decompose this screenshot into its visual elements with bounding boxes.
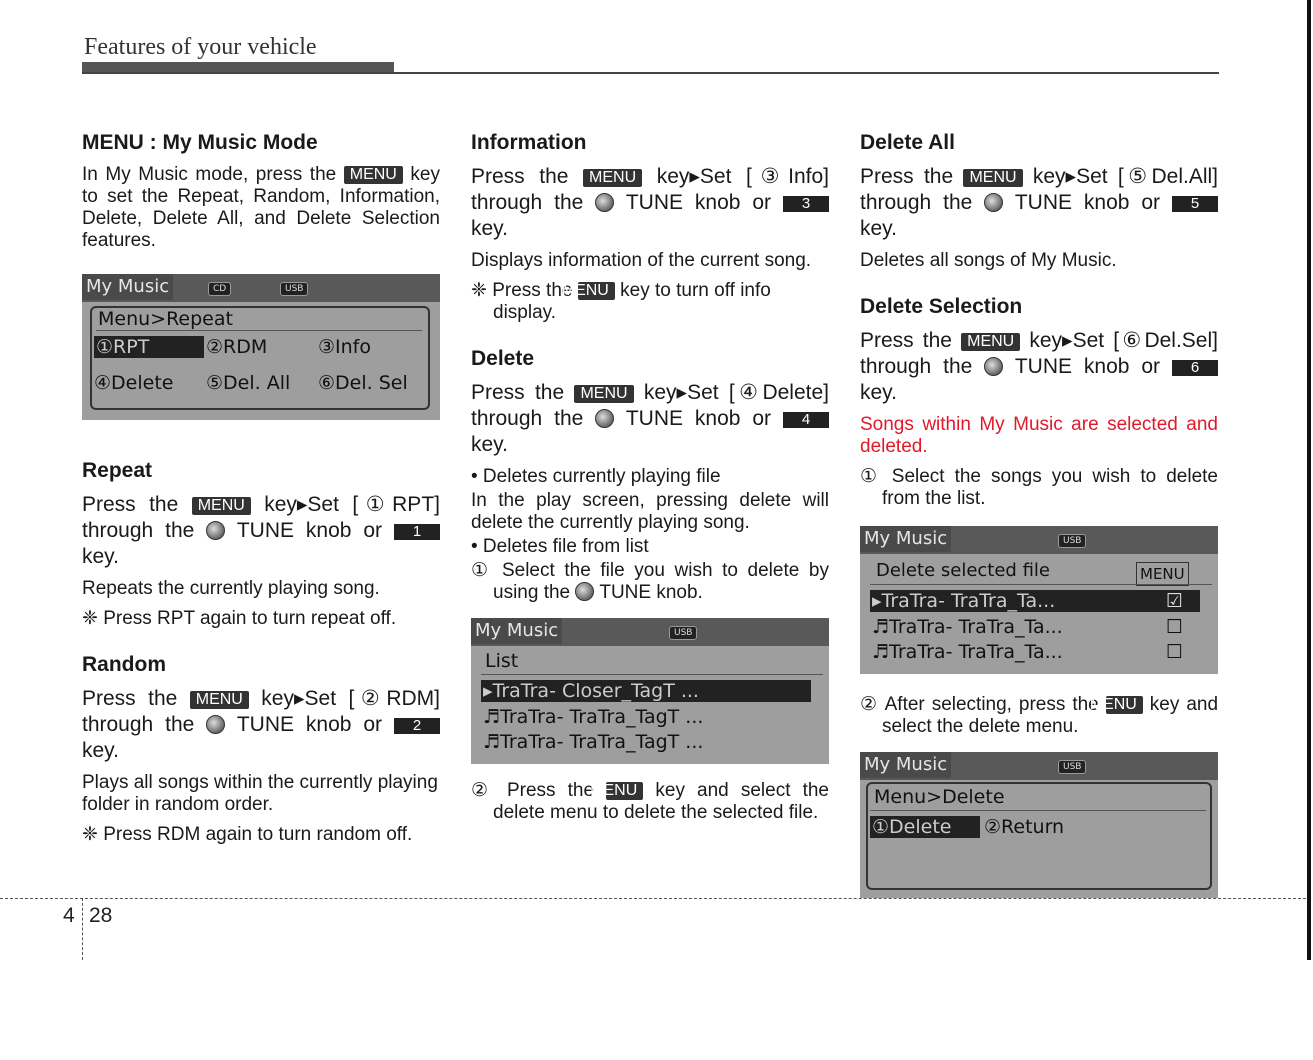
repeat-title: Repeat bbox=[82, 459, 153, 482]
delall-title: Delete All bbox=[860, 131, 955, 154]
page-number: 28 bbox=[89, 904, 113, 927]
delall-description: Deletes all songs of My Music. bbox=[860, 250, 1117, 271]
screen-title: My Music bbox=[471, 618, 562, 644]
info-title: Information bbox=[471, 131, 587, 154]
delete-bullet-2: • Deletes file from list bbox=[471, 536, 649, 557]
page-header-title: Features of your vehicle bbox=[84, 34, 317, 60]
checkbox-icon: ☑ bbox=[1166, 590, 1184, 612]
screen-item-delete: ④Delete bbox=[94, 372, 174, 394]
checkbox-icon: ☐ bbox=[1166, 616, 1184, 638]
delsel-warning: Songs within My Music are selected and deleted. bbox=[860, 414, 1218, 457]
tune-knob-icon bbox=[984, 357, 1003, 376]
usb-badge: USB bbox=[1058, 760, 1086, 774]
delete-step-2: ② Press the MENU key and select the delete menu to delete the selected file. bbox=[471, 780, 829, 823]
screen-list-row: ♬TraTra- TraTra_TagT ... bbox=[483, 706, 704, 728]
cd-badge: CD bbox=[208, 282, 231, 296]
usb-badge: USB bbox=[1058, 534, 1086, 548]
repeat-menu-screen bbox=[82, 274, 440, 420]
screen-menu-badge: MENU bbox=[1136, 562, 1189, 586]
menu-key: MENU bbox=[190, 691, 249, 709]
page-edge bbox=[1307, 0, 1311, 960]
screen-title: My Music bbox=[82, 274, 173, 300]
number-key: 4 bbox=[783, 412, 829, 428]
screen-head-label: Delete selected file bbox=[876, 560, 1050, 581]
repeat-note: ❈ Press RPT again to turn repeat off. bbox=[82, 608, 397, 629]
screen-list-label: List bbox=[485, 650, 519, 672]
screen-menu-label: Menu>Repeat bbox=[98, 308, 233, 330]
screen-menu-label: Menu>Delete bbox=[874, 786, 1005, 808]
delete-confirm-screen bbox=[860, 752, 1218, 898]
tune-knob-icon bbox=[575, 582, 594, 601]
screen-item-delsel: ⑥Del. Sel bbox=[318, 372, 408, 394]
screen-list-row: ♬TraTra- TraTra_TagT ... bbox=[483, 731, 704, 753]
screen-item-info: ③Info bbox=[318, 336, 371, 358]
menu-key: MENU bbox=[606, 782, 643, 800]
random-description: Plays all songs within the currently playing folder in random order. bbox=[82, 772, 438, 815]
screen-item-delall: ⑤Del. All bbox=[206, 372, 291, 394]
number-key: 3 bbox=[783, 196, 829, 212]
repeat-description: Repeats the currently playing song. bbox=[82, 578, 380, 599]
usb-badge: USB bbox=[280, 282, 308, 296]
screen-file-row: ♬TraTra- TraTra_Ta... bbox=[872, 641, 1063, 663]
menu-key: MENU bbox=[574, 385, 633, 403]
delete-title: Delete bbox=[471, 347, 535, 370]
delete-step-1: ① Select the file you wish to delete by using the TUNE knob. bbox=[471, 560, 829, 603]
number-key: 2 bbox=[394, 718, 440, 734]
usb-badge: USB bbox=[669, 626, 697, 640]
tune-knob-icon bbox=[984, 193, 1003, 212]
info-note: ❈ Press the MENU key to turn off info display. bbox=[471, 280, 771, 323]
screen-title: My Music bbox=[860, 752, 951, 778]
tune-knob-icon bbox=[206, 715, 225, 734]
delete-instruction: Press the MENU key▸Set [④Delete] through the TUNE knob or 4 key. bbox=[471, 381, 830, 456]
section-title: MENU : My Music Mode bbox=[82, 131, 318, 154]
repeat-instruction: Press the MENU key▸Set [①RPT] through the TUNE knob or 1 key. bbox=[82, 493, 440, 568]
screen-item-rdm: ②RDM bbox=[206, 336, 268, 358]
delete-bullet-1: • Deletes currently playing file bbox=[471, 466, 721, 487]
screen-file-row: ▸TraTra- TraTra_Ta... bbox=[870, 590, 1200, 612]
delete-list-screen bbox=[471, 618, 829, 764]
tune-knob-icon bbox=[595, 193, 614, 212]
number-key: 5 bbox=[1172, 196, 1218, 212]
screen-title: My Music bbox=[860, 526, 951, 552]
delsel-instruction: Press the MENU key▸Set [⑥Del.Sel] through the TUNE knob or 6 key. bbox=[860, 329, 1218, 404]
menu-key: MENU bbox=[963, 169, 1022, 187]
menu-key: MENU bbox=[1106, 696, 1143, 714]
number-key: 6 bbox=[1172, 360, 1218, 376]
menu-key: MENU bbox=[578, 282, 615, 300]
menu-key: MENU bbox=[961, 333, 1020, 351]
screen-item-rpt: ①RPT bbox=[94, 336, 204, 358]
header-rule bbox=[82, 72, 1219, 74]
info-description: Displays information of the current song. bbox=[471, 250, 812, 271]
tune-knob-icon bbox=[595, 409, 614, 428]
delsel-step-1: ① Select the songs you wish to delete from the list. bbox=[860, 466, 1218, 509]
footer-divider bbox=[82, 898, 83, 960]
delsel-step-2: ② After selecting, press the MENU key and select the delete menu. bbox=[860, 694, 1219, 737]
menu-key: MENU bbox=[583, 169, 642, 187]
delall-instruction: Press the MENU key▸Set [⑤Del.All] through the TUNE knob or 5 key. bbox=[860, 165, 1218, 240]
menu-key: MENU bbox=[192, 497, 251, 515]
screen-file-row: ♬TraTra- TraTra_Ta... bbox=[872, 616, 1063, 638]
delete-bullet-1-desc: In the play screen, pressing delete will delete the currently playing song. bbox=[471, 490, 829, 533]
menu-key: MENU bbox=[344, 166, 403, 184]
screen-option-delete: ①Delete bbox=[870, 816, 980, 838]
intro-paragraph: In My Music mode, press the MENU key to set the Repeat, Random, Information, Delete, Delete All, and Delete Selection features. bbox=[82, 164, 440, 251]
number-key: 1 bbox=[394, 524, 440, 540]
screen-list-row: ▸TraTra- Closer_TagT ... bbox=[481, 680, 811, 702]
screen-option-return: ②Return bbox=[984, 816, 1065, 838]
random-title: Random bbox=[82, 653, 166, 676]
column-2 bbox=[471, 130, 829, 832]
tune-knob-icon bbox=[206, 521, 225, 540]
delsel-title: Delete Selection bbox=[860, 295, 1023, 318]
random-note: ❈ Press RDM again to turn random off. bbox=[82, 824, 413, 845]
random-instruction: Press the MENU key▸Set [②RDM] through the TUNE knob or 2 key. bbox=[82, 687, 440, 762]
checkbox-icon: ☐ bbox=[1166, 641, 1184, 663]
info-instruction: Press the MENU key▸Set [③Info] through the TUNE knob or 3 key. bbox=[471, 165, 829, 240]
chapter-number: 4 bbox=[63, 904, 75, 927]
footer-rule bbox=[0, 898, 1306, 899]
column-3 bbox=[860, 130, 1218, 906]
column-1 bbox=[82, 130, 440, 854]
delete-selected-screen bbox=[860, 526, 1218, 674]
